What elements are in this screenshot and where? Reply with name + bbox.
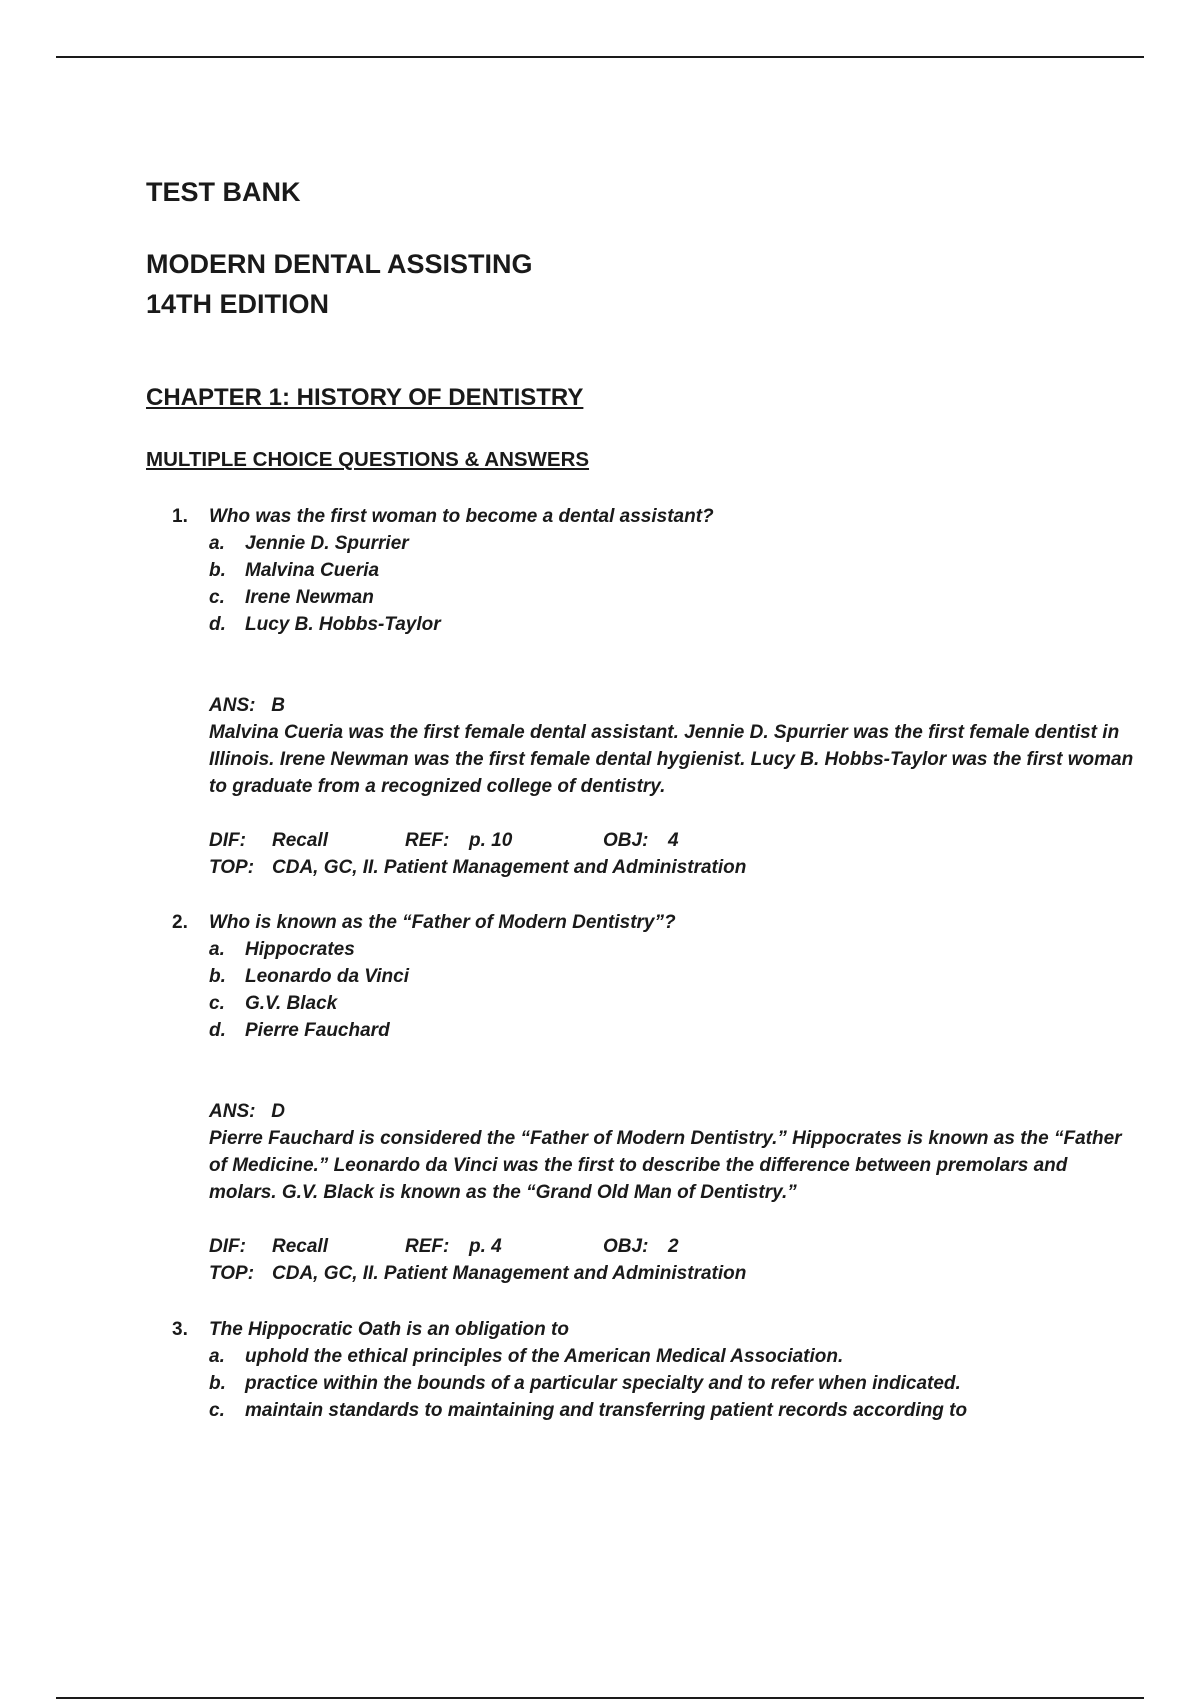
answer-explanation: Pierre Fauchard is considered the “Father of Modern Dentistry.” Hippocrates is known as the “Father of Medicine.” Leonardo da Vinci was the first to describe the difference between premolars and molars. G.V. Black is known as the “Grand Old Man of Dentistry.” [209, 1128, 1122, 1203]
option-letter: c. [209, 587, 225, 608]
option-text: Pierre Fauchard [245, 1020, 390, 1041]
bottom-rule [56, 1697, 1144, 1699]
question-stem: The Hippocratic Oath is an obligation to [209, 1319, 569, 1340]
option-text: uphold the ethical principles of the American Medical Association. [245, 1346, 844, 1367]
ref-value: p. 4 [469, 1236, 502, 1257]
question-3 [146, 1316, 1126, 1424]
ref-label: REF: [405, 830, 450, 851]
option-text: Irene Newman [245, 587, 374, 608]
dif-label: DIF: [209, 830, 246, 851]
top-value: CDA, GC, II. Patient Management and Administration [272, 857, 747, 878]
question-2 [146, 909, 1126, 1287]
option-text: Hippocrates [245, 939, 355, 960]
option-letter: c. [209, 1400, 225, 1421]
answer-line [146, 1098, 1126, 1125]
question-1 [146, 503, 1134, 881]
option-text: Leonardo da Vinci [245, 966, 409, 987]
meta-line [146, 827, 1126, 854]
obj-value: 2 [668, 1236, 679, 1257]
option-text: Lucy B. Hobbs-Taylor [245, 614, 441, 635]
question-number: 2. [172, 912, 188, 933]
answer-line [146, 692, 1126, 719]
option-text: Jennie D. Spurrier [245, 533, 409, 554]
option-letter: b. [209, 966, 226, 987]
option-text: Malvina Cueria [245, 560, 380, 581]
title-block [146, 172, 533, 324]
option [146, 557, 1126, 584]
question-number: 1. [172, 506, 188, 527]
option [146, 530, 1126, 557]
question-number: 3. [172, 1319, 188, 1340]
top-label: TOP: [209, 857, 255, 878]
question-stem: Who is known as the “Father of Modern Dentistry”? [209, 912, 676, 933]
meta-line [146, 1233, 1126, 1260]
option [146, 1397, 1126, 1424]
option [146, 1370, 1126, 1397]
option-letter: d. [209, 1020, 226, 1041]
option-letter: c. [209, 993, 225, 1014]
topic-line [146, 1260, 1126, 1287]
option-letter: b. [209, 1373, 226, 1394]
option-letter: b. [209, 560, 226, 581]
question-stem: Who was the first woman to become a dental assistant? [209, 506, 714, 527]
option [146, 1343, 1126, 1370]
ref-value: p. 10 [469, 830, 513, 851]
ref-label: REF: [405, 1236, 450, 1257]
question-stem-line [146, 909, 1126, 936]
obj-value: 4 [668, 830, 679, 851]
option-letter: a. [209, 1346, 225, 1367]
option-text: G.V. Black [245, 993, 338, 1014]
option [146, 936, 1126, 963]
option [146, 584, 1126, 611]
section-heading: MULTIPLE CHOICE QUESTIONS & ANSWERS [146, 448, 590, 471]
option-letter: a. [209, 533, 225, 554]
top-value: CDA, GC, II. Patient Management and Administration [272, 1263, 747, 1284]
answer-explanation: Malvina Cueria was the first female dental assistant. Jennie D. Spurrier was the first female dentist in Illinois. Irene Newman was the first female dental hygienist. Lucy B. Hobbs-Taylor was the first woman to graduate from a recognized college of dentistry. [209, 722, 1134, 797]
answer-value: D [271, 1101, 286, 1122]
answer-label: ANS: [209, 1101, 256, 1122]
top-label: TOP: [209, 1263, 255, 1284]
obj-label: OBJ: [603, 1236, 649, 1257]
option-letter: a. [209, 939, 225, 960]
option-text: practice within the bounds of a particular specialty and to refer when indicated. [245, 1373, 961, 1394]
top-rule [56, 56, 1144, 58]
answer-value: B [271, 695, 286, 716]
option [146, 990, 1126, 1017]
answer-label: ANS: [209, 695, 256, 716]
dif-value: Recall [272, 830, 328, 851]
edition: 14TH EDITION [146, 289, 330, 319]
dif-label: DIF: [209, 1236, 246, 1257]
book-title: MODERN DENTAL ASSISTING [146, 249, 533, 279]
option [146, 963, 1126, 990]
dif-value: Recall [272, 1236, 328, 1257]
question-stem-line [146, 1316, 1126, 1343]
obj-label: OBJ: [603, 830, 649, 851]
option [146, 611, 1126, 638]
option-text: maintain standards to maintaining and transferring patient records according to [245, 1400, 968, 1421]
chapter-heading: CHAPTER 1: HISTORY OF DENTISTRY [146, 384, 584, 411]
option [146, 1017, 1126, 1044]
test-bank-heading: TEST BANK [146, 177, 301, 207]
option-letter: d. [209, 614, 226, 635]
topic-line [146, 854, 1126, 881]
question-stem-line [146, 503, 1126, 530]
